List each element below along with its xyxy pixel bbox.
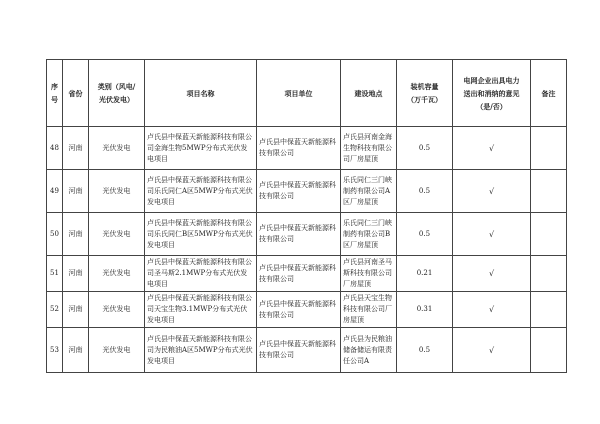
cell-category: 光伏发电 bbox=[89, 292, 145, 328]
header-no: 序号 bbox=[47, 60, 63, 127]
cell-unit: 卢氏县中保蓝天新能源科技有限公司 bbox=[257, 292, 341, 328]
cell-location: 乐氏同仁三门峡制药有限公司A区厂房屋顶 bbox=[341, 170, 397, 213]
cell-category: 光伏发电 bbox=[89, 256, 145, 292]
cell-remarks bbox=[531, 127, 567, 170]
cell-project-name: 卢氏县中保蓝天新能源科技有限公司金海生物5MWP分布式光伏发电项目 bbox=[145, 127, 257, 170]
cell-category: 光伏发电 bbox=[89, 127, 145, 170]
cell-no: 53 bbox=[47, 328, 63, 373]
table-row bbox=[47, 213, 567, 256]
cell-province: 河南 bbox=[63, 127, 89, 170]
cell-province: 河南 bbox=[63, 256, 89, 292]
cell-project-name: 卢氏县中保蓝天新能源科技有限公司为民粮油A区5MWP分布式光伏发电项目 bbox=[145, 328, 257, 373]
cell-project-name: 卢氏县中保蓝天新能源科技有限公司乐氏同仁B区5MWP分布式光伏发电项目 bbox=[145, 213, 257, 256]
cell-project-name: 卢氏县中保蓝天新能源科技有限公司乐氏同仁A区5MWP分布式光伏发电项目 bbox=[145, 170, 257, 213]
cell-opinion: √ bbox=[453, 170, 531, 213]
cell-opinion: √ bbox=[453, 292, 531, 328]
cell-capacity: 0.5 bbox=[397, 328, 453, 373]
cell-province: 河南 bbox=[63, 328, 89, 373]
cell-remarks bbox=[531, 213, 567, 256]
cell-capacity: 0.5 bbox=[397, 127, 453, 170]
cell-unit: 卢氏县中保蓝天新能源科技有限公司 bbox=[257, 170, 341, 213]
cell-remarks bbox=[531, 292, 567, 328]
cell-no: 50 bbox=[47, 213, 63, 256]
cell-no: 51 bbox=[47, 256, 63, 292]
cell-no: 49 bbox=[47, 170, 63, 213]
cell-no: 48 bbox=[47, 127, 63, 170]
cell-unit: 卢氏县中保蓝天新能源科技有限公司 bbox=[257, 127, 341, 170]
cell-capacity: 0.31 bbox=[397, 292, 453, 328]
cell-capacity: 0.5 bbox=[397, 170, 453, 213]
cell-opinion: √ bbox=[453, 213, 531, 256]
header-capacity: 装机容量 （万千瓦） bbox=[397, 60, 453, 127]
cell-unit: 卢氏县中保蓝天新能源科技有限公司 bbox=[257, 256, 341, 292]
cell-opinion: √ bbox=[453, 328, 531, 373]
header-remarks: 备注 bbox=[531, 60, 567, 127]
cell-location: 卢氏县为民粮油储备储运有限责任公司A bbox=[341, 328, 397, 373]
cell-category: 光伏发电 bbox=[89, 328, 145, 373]
cell-remarks bbox=[531, 328, 567, 373]
cell-location: 乐氏同仁三门峡制药有限公司B区厂房屋顶 bbox=[341, 213, 397, 256]
header-row bbox=[47, 60, 567, 127]
cell-category: 光伏发电 bbox=[89, 213, 145, 256]
cell-capacity: 0.5 bbox=[397, 213, 453, 256]
header-location: 建设地点 bbox=[341, 60, 397, 127]
header-category: 类别（风电/ 光伏发电） bbox=[89, 60, 145, 127]
cell-unit: 卢氏县中保蓝天新能源科技有限公司 bbox=[257, 213, 341, 256]
cell-project-name: 卢氏县中保蓝天新能源科技有限公司天宝生物3.1MWP分布式光伏发电项目 bbox=[145, 292, 257, 328]
cell-province: 河南 bbox=[63, 292, 89, 328]
cell-opinion: √ bbox=[453, 127, 531, 170]
table-row bbox=[47, 170, 567, 213]
header-province: 省份 bbox=[63, 60, 89, 127]
cell-remarks bbox=[531, 256, 567, 292]
cell-location: 卢氏县天宝生物科技有限公司厂房屋顶 bbox=[341, 292, 397, 328]
cell-unit: 卢氏县中保蓝天新能源科技有限公司 bbox=[257, 328, 341, 373]
table-row bbox=[47, 256, 567, 292]
header-grid-opinion: 电网企业出具电力 送出和消纳的意见 （是/否） bbox=[453, 60, 531, 127]
cell-opinion: √ bbox=[453, 256, 531, 292]
header-project-name: 项目名称 bbox=[145, 60, 257, 127]
cell-remarks bbox=[531, 170, 567, 213]
table-row bbox=[47, 127, 567, 170]
table-row bbox=[47, 328, 567, 373]
cell-project-name: 卢氏县中保蓝天新能源科技有限公司圣马斯2.1MWP分布式光伏发电项目 bbox=[145, 256, 257, 292]
cell-category: 光伏发电 bbox=[89, 170, 145, 213]
cell-no: 52 bbox=[47, 292, 63, 328]
cell-location: 卢氏县河南圣马斯科技有限公司厂房屋顶 bbox=[341, 256, 397, 292]
cell-province: 河南 bbox=[63, 213, 89, 256]
project-table bbox=[46, 59, 567, 373]
header-project-unit: 项目单位 bbox=[257, 60, 341, 127]
cell-capacity: 0.21 bbox=[397, 256, 453, 292]
cell-location: 卢氏县河南金海生物科技有限公司厂房屋顶 bbox=[341, 127, 397, 170]
table-row bbox=[47, 292, 567, 328]
cell-province: 河南 bbox=[63, 170, 89, 213]
